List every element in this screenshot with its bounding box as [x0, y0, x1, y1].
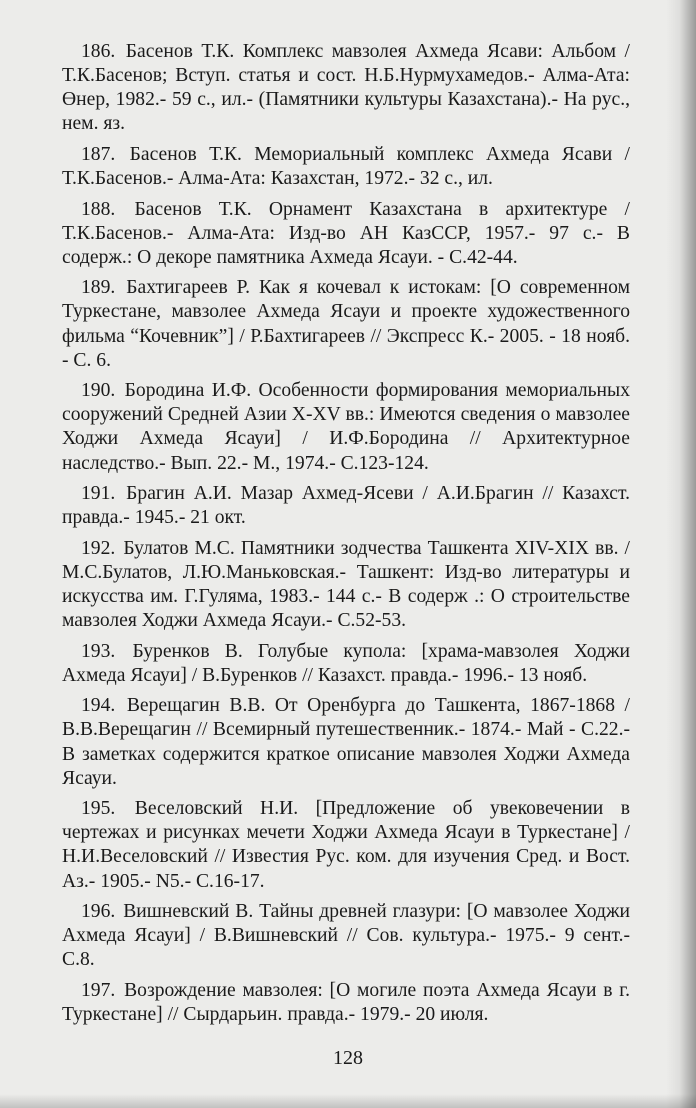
entry-number: 192.: [81, 537, 116, 559]
entry-text: Буренков В. Голубые купола: [храма-мавзолея Ходжи Ахмеда Ясауи] / В.Буренков // Казахст. правда.- 1996.- 13 нояб.: [62, 640, 630, 686]
entry-number: 194.: [81, 695, 116, 717]
entry-text: Веселовский Н.И. [Предложение об увековечении в чертежах и рисунках мечети Ходжи Ахмеда Ясауи в Туркестане] / Н.И.Веселовский // Известия Рус. ком. для изучения Сред. и Вост. Аз.- 1905.- N5.- С.16-17.: [62, 798, 630, 892]
bibliography-entry-186: [62, 40, 630, 136]
bibliography-entry-196: [62, 900, 630, 972]
bibliography-entry-188: [62, 198, 630, 270]
bibliography-entry-197: [62, 979, 630, 1027]
entry-number: 187.: [81, 143, 116, 165]
page-edge-shadow: [666, 0, 696, 1108]
entry-text: Бахтигареев Р. Как я кочевал к истокам: [О современном Туркестане, мавзолее Ахмеда Ясауи и проекте художественного фильма “Кочевник”] / Р.Бахтигареев // Экспресс К.- 2005. - 18 нояб. - С. 6.: [62, 277, 630, 371]
entry-text: Басенов Т.К. Мемориальный комплекс Ахмеда Ясави / Т.К.Басенов.- Алма-Ата: Казахстан, 1972.- 32 с., ил.: [62, 143, 630, 189]
entry-text: Басенов Т.К. Орнамент Казахстана в архитектуре / Т.К.Басенов.- Алма-Ата: Изд-во АН КазССР, 1957.- 97 с.- В содерж.: О декоре памятника Ахмеда Ясауи. - С.42-44.: [62, 198, 630, 268]
entry-number: 189.: [81, 277, 116, 299]
page-number: 128: [333, 1047, 363, 1069]
bibliography-entry-195: [62, 797, 630, 893]
entry-number: 197.: [81, 979, 116, 1001]
entry-text: Вишневский В. Тайны древней глазури: [О мавзолее Ходжи Ахмеда Ясауи] / В.Вишневский // Сов. культура.- 1975.- 9 сент.- С.8.: [62, 901, 630, 971]
entry-text: Верещагин В.В. От Оренбурга до Ташкента, 1867-1868 / В.В.Верещагин // Всемирный путешественник.- 1874.- Май - С.22.- В заметках содержится краткое описание мавзолея Ходжи Ахмеда Ясауи.: [62, 695, 630, 789]
bibliography-entry-193: [62, 640, 630, 688]
entry-number: 193.: [81, 640, 116, 662]
page-bottom-shadow: [0, 1094, 696, 1108]
bibliography-entry-189: [62, 276, 630, 372]
entry-text: Возрождение мавзолея: [О могиле поэта Ахмеда Ясауи в г. Туркестане] // Сырдарьин. правда.- 1979.- 20 июля.: [62, 979, 630, 1025]
entry-text: Басенов Т.К. Комплекс мавзолея Ахмеда Ясави: Альбом / Т.К.Басенов; Вступ. статья и сост. Н.Б.Нурмухамедов.- Алма-Ата: Өнер, 1982.- 59 с., ил.- (Памятники культуры Казахстана).- На рус., нем. яз.: [62, 41, 630, 135]
bibliography-entry-191: [62, 482, 630, 530]
bibliography-entry-187: [62, 143, 630, 191]
bibliography-entry-190: [62, 379, 630, 475]
bibliography-list: [62, 40, 630, 1034]
bibliography-entry-194: [62, 694, 630, 790]
entry-number: 188.: [81, 198, 116, 220]
entry-number: 196.: [81, 901, 116, 923]
entry-number: 195.: [81, 798, 116, 820]
entry-text: Брагин А.И. Мазар Ахмед-Ясеви / А.И.Брагин // Казахст. правда.- 1945.- 21 окт.: [62, 483, 630, 529]
entry-text: Бородина И.Ф. Особенности формирования мемориальных сооружений Средней Азии X-XV вв.: Имеются сведения о мавзолее Ходжи Ахмеда Ясауи] / И.Ф.Бородина // Архитектурное наследство.- Вып. 22.- М., 1974.- С.123-124.: [62, 380, 630, 474]
entry-number: 190.: [81, 380, 116, 402]
entry-number: 186.: [81, 41, 116, 62]
bibliography-entry-192: [62, 537, 630, 633]
entry-number: 191.: [81, 483, 116, 505]
entry-text: Булатов М.С. Памятники зодчества Ташкента XIV-XIX вв. / М.С.Булатов, Л.Ю.Маньковская.- Ташкент: Изд-во литературы и искусства им. Г.Гуляма, 1983.- 144 с.- В содерж .: О строительстве мавзолея Ходжи Ахмеда Ясауи.- С.52-53.: [62, 537, 630, 632]
